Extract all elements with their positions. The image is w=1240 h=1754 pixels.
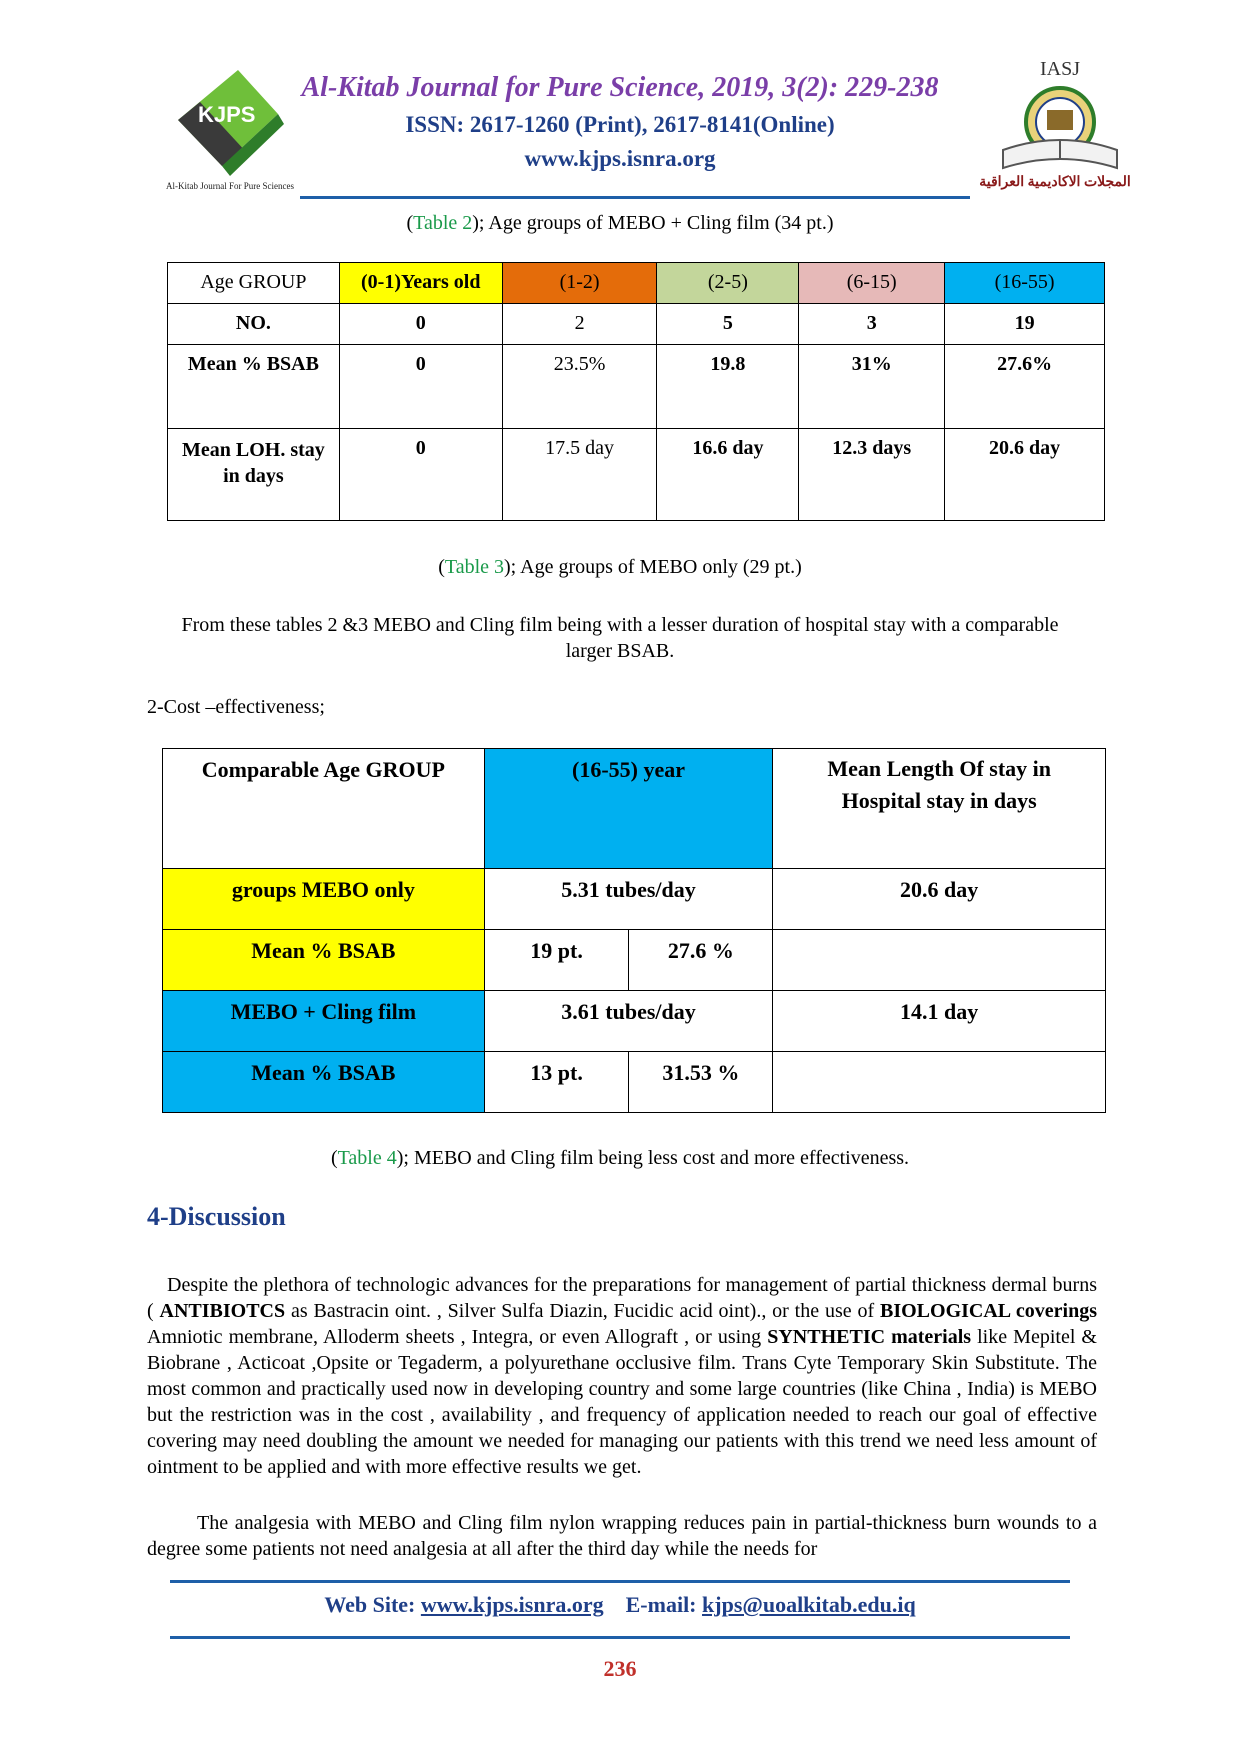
footer-contact: Web Site: www.kjps.isnra.org E-mail: kjps@uoalkitab.edu.iq	[324, 1592, 916, 1617]
table-cell: 20.6 day	[945, 429, 1105, 521]
table2-caption: (Table 2); Age groups of MEBO + Cling film (34 pt.)	[406, 212, 834, 234]
table2-ref[interactable]: Table 2	[413, 212, 473, 234]
header-cell: (6-15)	[799, 263, 945, 304]
journal-website[interactable]: www.kjps.isnra.org	[524, 146, 716, 171]
table-cell: 14.1 day	[773, 991, 1106, 1052]
table-cell: 16.6 day	[657, 429, 799, 521]
table-cell: 19	[945, 304, 1105, 345]
footer-email-link[interactable]: kjps@uoalkitab.edu.iq	[702, 1592, 916, 1617]
table-cell: 27.6%	[945, 345, 1105, 429]
row-label: Mean LOH. stay in days	[168, 429, 340, 521]
table-cell: 12.3 days	[799, 429, 945, 521]
journal-title: Al-Kitab Journal for Pure Science, 2019, 3(2): 229-238	[301, 72, 939, 103]
header-cell: (16-55) year	[484, 749, 773, 869]
iasj-seal-icon	[985, 80, 1135, 180]
row-label: NO.	[168, 304, 340, 345]
table-cell: 27.6 %	[629, 930, 773, 991]
iasj-arabic-label: المجلات الاكاديمية العراقية	[979, 175, 1131, 190]
table-row	[163, 991, 1106, 1052]
header-cell: (16-55)	[945, 263, 1105, 304]
table-cell	[773, 1052, 1106, 1113]
table-cell: 0	[339, 304, 502, 345]
table-cell	[773, 930, 1106, 991]
page-number: 236	[603, 1656, 637, 1681]
logo-caption: Al-Kitab Journal For Pure Sciences	[166, 181, 294, 191]
iasj-label: IASJ	[1039, 58, 1080, 80]
header-cell: (0-1)Years old	[339, 263, 502, 304]
table3-caption: (Table 3); Age groups of MEBO only (29 pt.)	[438, 556, 802, 578]
table-header-row	[168, 263, 1105, 304]
table-row	[163, 1052, 1106, 1113]
discussion-paragraph-2: The analgesia with MEBO and Cling film nylon wrapping reduces pain in partial-thickness burn wounds to a degree some patients not need analgesia at all after the third day while the needs for	[147, 1512, 1097, 1560]
row-label: Mean % BSAB	[163, 1052, 485, 1113]
header-divider	[300, 196, 970, 199]
table-cell: 3.61 tubes/day	[484, 991, 773, 1052]
header-cell: (2-5)	[657, 263, 799, 304]
discussion-heading: 4-Discussion	[147, 1202, 286, 1231]
discussion-paragraph-1: Despite the plethora of technologic advances for the preparations for management of partial thickness dermal burns ( ANTIBIOTCS as Bastracin oint. , Silver Sulfa Diazin, Fucidic acid oint)., or the use of BIOLOGICAL coverings Amniotic membrane, Alloderm sheets , Integra, or even Allograft , or using SYNTHETIC materials like Mepitel & Biobrane , Acticoat ,Opsite or Tegaderm, a polyurethane occlusive film. Trans Cyte Temporary Skin Substitute. The most common and practically used now in developing country and some large countries (like China , India) is MEBO but the restriction was in the cost , availability , and frequency of application needed to reach our goal of effective covering may need doubling the amount we needed for managing our patients with this trend we need less amount of ointment to be applied and with more effective results we get.	[147, 1274, 1097, 1478]
table-cell: 31%	[799, 345, 945, 429]
table-cell: 13 pt.	[484, 1052, 629, 1113]
cost-heading: 2-Cost –effectiveness;	[147, 696, 325, 718]
table-cell: 20.6 day	[773, 869, 1106, 930]
age-group-table	[167, 262, 1105, 521]
table4-caption: (Table 4); MEBO and Cling film being less cost and more effectiveness.	[330, 1147, 910, 1169]
table4-ref[interactable]: Table 4	[337, 1147, 397, 1169]
table-cell: 19.8	[657, 345, 799, 429]
table-cell: 23.5%	[502, 345, 657, 429]
kjps-logo	[160, 62, 290, 187]
header-cell: Mean Length Of stay in Hospital stay in days	[773, 749, 1106, 869]
table-cell: 2	[502, 304, 657, 345]
row-label: MEBO + Cling film	[163, 991, 485, 1052]
table-cell: 0	[339, 345, 502, 429]
row-label: Mean % BSAB	[163, 930, 485, 991]
footer-divider-bottom	[170, 1636, 1070, 1639]
cost-effectiveness-table	[162, 748, 1106, 1113]
footer-divider-top	[170, 1580, 1070, 1583]
logo-text: KJPS	[198, 102, 256, 127]
table3-ref[interactable]: Table 3	[444, 556, 505, 578]
header-cell: Comparable Age GROUP	[163, 749, 485, 869]
header-cell: (1-2)	[502, 263, 657, 304]
table-row	[163, 869, 1106, 930]
issn: ISSN: 2617-1260 (Print), 2617-8141(Online)	[405, 112, 835, 137]
footer-website-link[interactable]: www.kjps.isnra.org	[420, 1592, 604, 1617]
table-cell: 31.53 %	[629, 1052, 773, 1113]
row-label: Mean % BSAB	[168, 345, 340, 429]
table-cell: 0	[339, 429, 502, 521]
table-cell: 5.31 tubes/day	[484, 869, 773, 930]
table-cell: 3	[799, 304, 945, 345]
table-row	[163, 930, 1106, 991]
table-row	[168, 304, 1105, 345]
table-row	[168, 345, 1105, 429]
table-cell: 19 pt.	[484, 930, 629, 991]
table-cell: 17.5 day	[502, 429, 657, 521]
header-cell: Age GROUP	[168, 263, 340, 304]
table-row	[168, 429, 1105, 521]
row-label: groups MEBO only	[163, 869, 485, 930]
summary-paragraph: From these tables 2 &3 MEBO and Cling film being with a lesser duration of hospital stay with a comparable larger BSAB.	[181, 614, 1059, 662]
table-cell: 5	[657, 304, 799, 345]
table-header-row	[163, 749, 1106, 869]
